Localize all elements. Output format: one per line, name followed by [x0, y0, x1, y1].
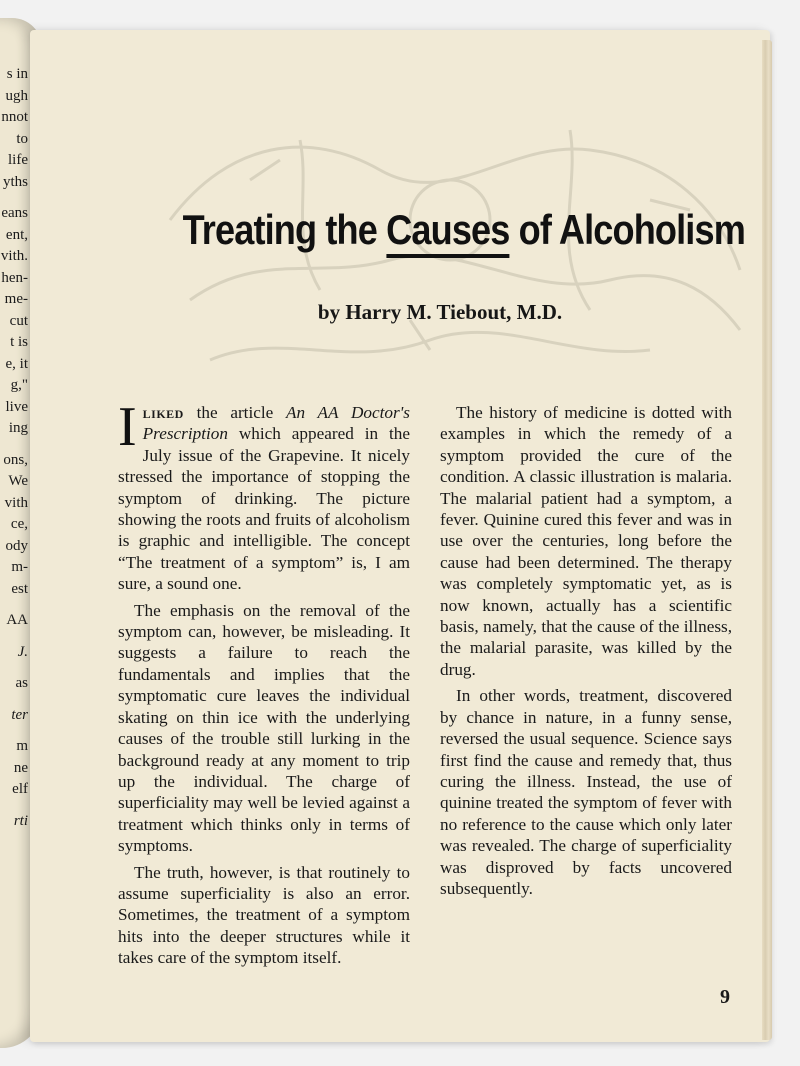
left-page-fragment: live — [5, 398, 28, 415]
drop-cap: I — [118, 396, 137, 458]
paragraph-5: In other words, treatment, discovered by chance in nature, in a funny sense, reversed the usual sequence. Science says first find the cause and remedy that, thus curing the illness. Instead, the use of quinine treated the symptom of fever with no reference to the cause which only later was revealed. The charge of superficiality was disproved by facts uncovered subsequently. — [440, 686, 732, 898]
left-page-fragment: as — [15, 675, 28, 691]
column-left — [118, 396, 411, 974]
left-page-fragment: hen- — [1, 269, 28, 286]
left-page-fragment: to — [16, 130, 28, 147]
left-page-fragment: nnot — [1, 109, 28, 125]
left-page-fragment: ing — [8, 420, 28, 436]
left-page-fragment: ons, — [3, 451, 28, 468]
lead-word: liked — [142, 403, 184, 422]
paragraph-1 — [118, 396, 411, 595]
paragraph-1-text-b: which appeared in the July issue of the Grapevine. It nicely stressed the importance of stopping the symptom of drinking. The picture showing the roots and fruits of alcoholism is graphic and intelligible. The concept “The treatment of a symptom” is, I am sure, a sound one. — [118, 424, 410, 594]
column-right — [440, 402, 732, 904]
paragraph-3: The truth, however, is that routinely to assume superficiality is also an error. Sometimes, the treatment of a symptom hits into the deeper structures while it takes care of the symptom itself. — [118, 862, 410, 968]
page-stack-edge — [762, 40, 772, 1040]
paragraph-1-text-a: the article — [183, 403, 286, 422]
left-page-fragment: m- — [11, 559, 28, 575]
left-page-fragment: ody — [5, 537, 28, 554]
cited-article-title: An AA Doctor's Prescription — [142, 403, 411, 444]
left-page-fragment: ce, — [10, 516, 28, 532]
left-page-fragment: t is — [10, 334, 28, 350]
left-page-fragment: AA — [6, 612, 28, 628]
left-page-fragment: me- — [4, 291, 28, 307]
title-part-2: of Alcoholism — [509, 206, 745, 253]
article-title — [182, 206, 745, 254]
left-page-fragment: s in — [6, 66, 28, 82]
left-page-fragment: vith — [4, 494, 28, 511]
left-page-fragment: ne — [13, 759, 28, 776]
left-page-fragment: life — [8, 152, 28, 168]
left-page-fragment: cut — [9, 312, 28, 329]
left-page-fragment: m — [16, 738, 28, 754]
paragraph-2: The emphasis on the removal of the symptom can, however, be misleading. It suggests a failure to reach the fundamentals and implies that the symptomatic cure leaves the individual skating on thin ice with the underlying causes of the trouble still lurking in the background ready at any moment to trip up the individual. The charge of superficiality may well be levied against a treatment which thinks only in terms of symptoms. — [118, 600, 410, 856]
left-page-fragment: ent, — [5, 226, 28, 243]
left-page-fragment: J. — [17, 643, 28, 660]
left-page-fragment: e, it — [5, 355, 28, 372]
left-page-fragment: rti — [13, 812, 28, 829]
byline: by Harry M. Tiebout, M.D. — [317, 300, 563, 324]
magazine-page — [30, 30, 770, 1042]
left-page-fragment: ter — [11, 706, 28, 723]
left-page-fragment: g," — [10, 377, 28, 393]
left-page-fragment: est — [11, 580, 28, 597]
left-page-fragment: We — [8, 473, 28, 489]
left-page-fragment: eans — [1, 205, 28, 221]
title-underlined-word: Causes — [386, 206, 509, 258]
page-number: 9 — [720, 986, 730, 1008]
left-page-fragment: elf — [12, 781, 28, 797]
left-page-fragment: vith. — [0, 248, 28, 264]
left-page-fragment: yths — [2, 173, 28, 190]
title-part-1: Treating the — [182, 206, 387, 253]
paragraph-4: The history of medicine is dotted with examples in which the remedy of a symptom provided the cure of the condition. A classic illustration is malaria. The malarial patient had a symptom, a fever. Quinine cured this fever and was in use over the centuries, long before the cause had been determined. The therapy was completely symptomatic yet, as is now known, actually has a scientific basis, namely, that the cause of the illness, the malarial parasite, was killed by the drug. — [440, 403, 732, 679]
left-page-fragment: ugh — [5, 87, 28, 104]
